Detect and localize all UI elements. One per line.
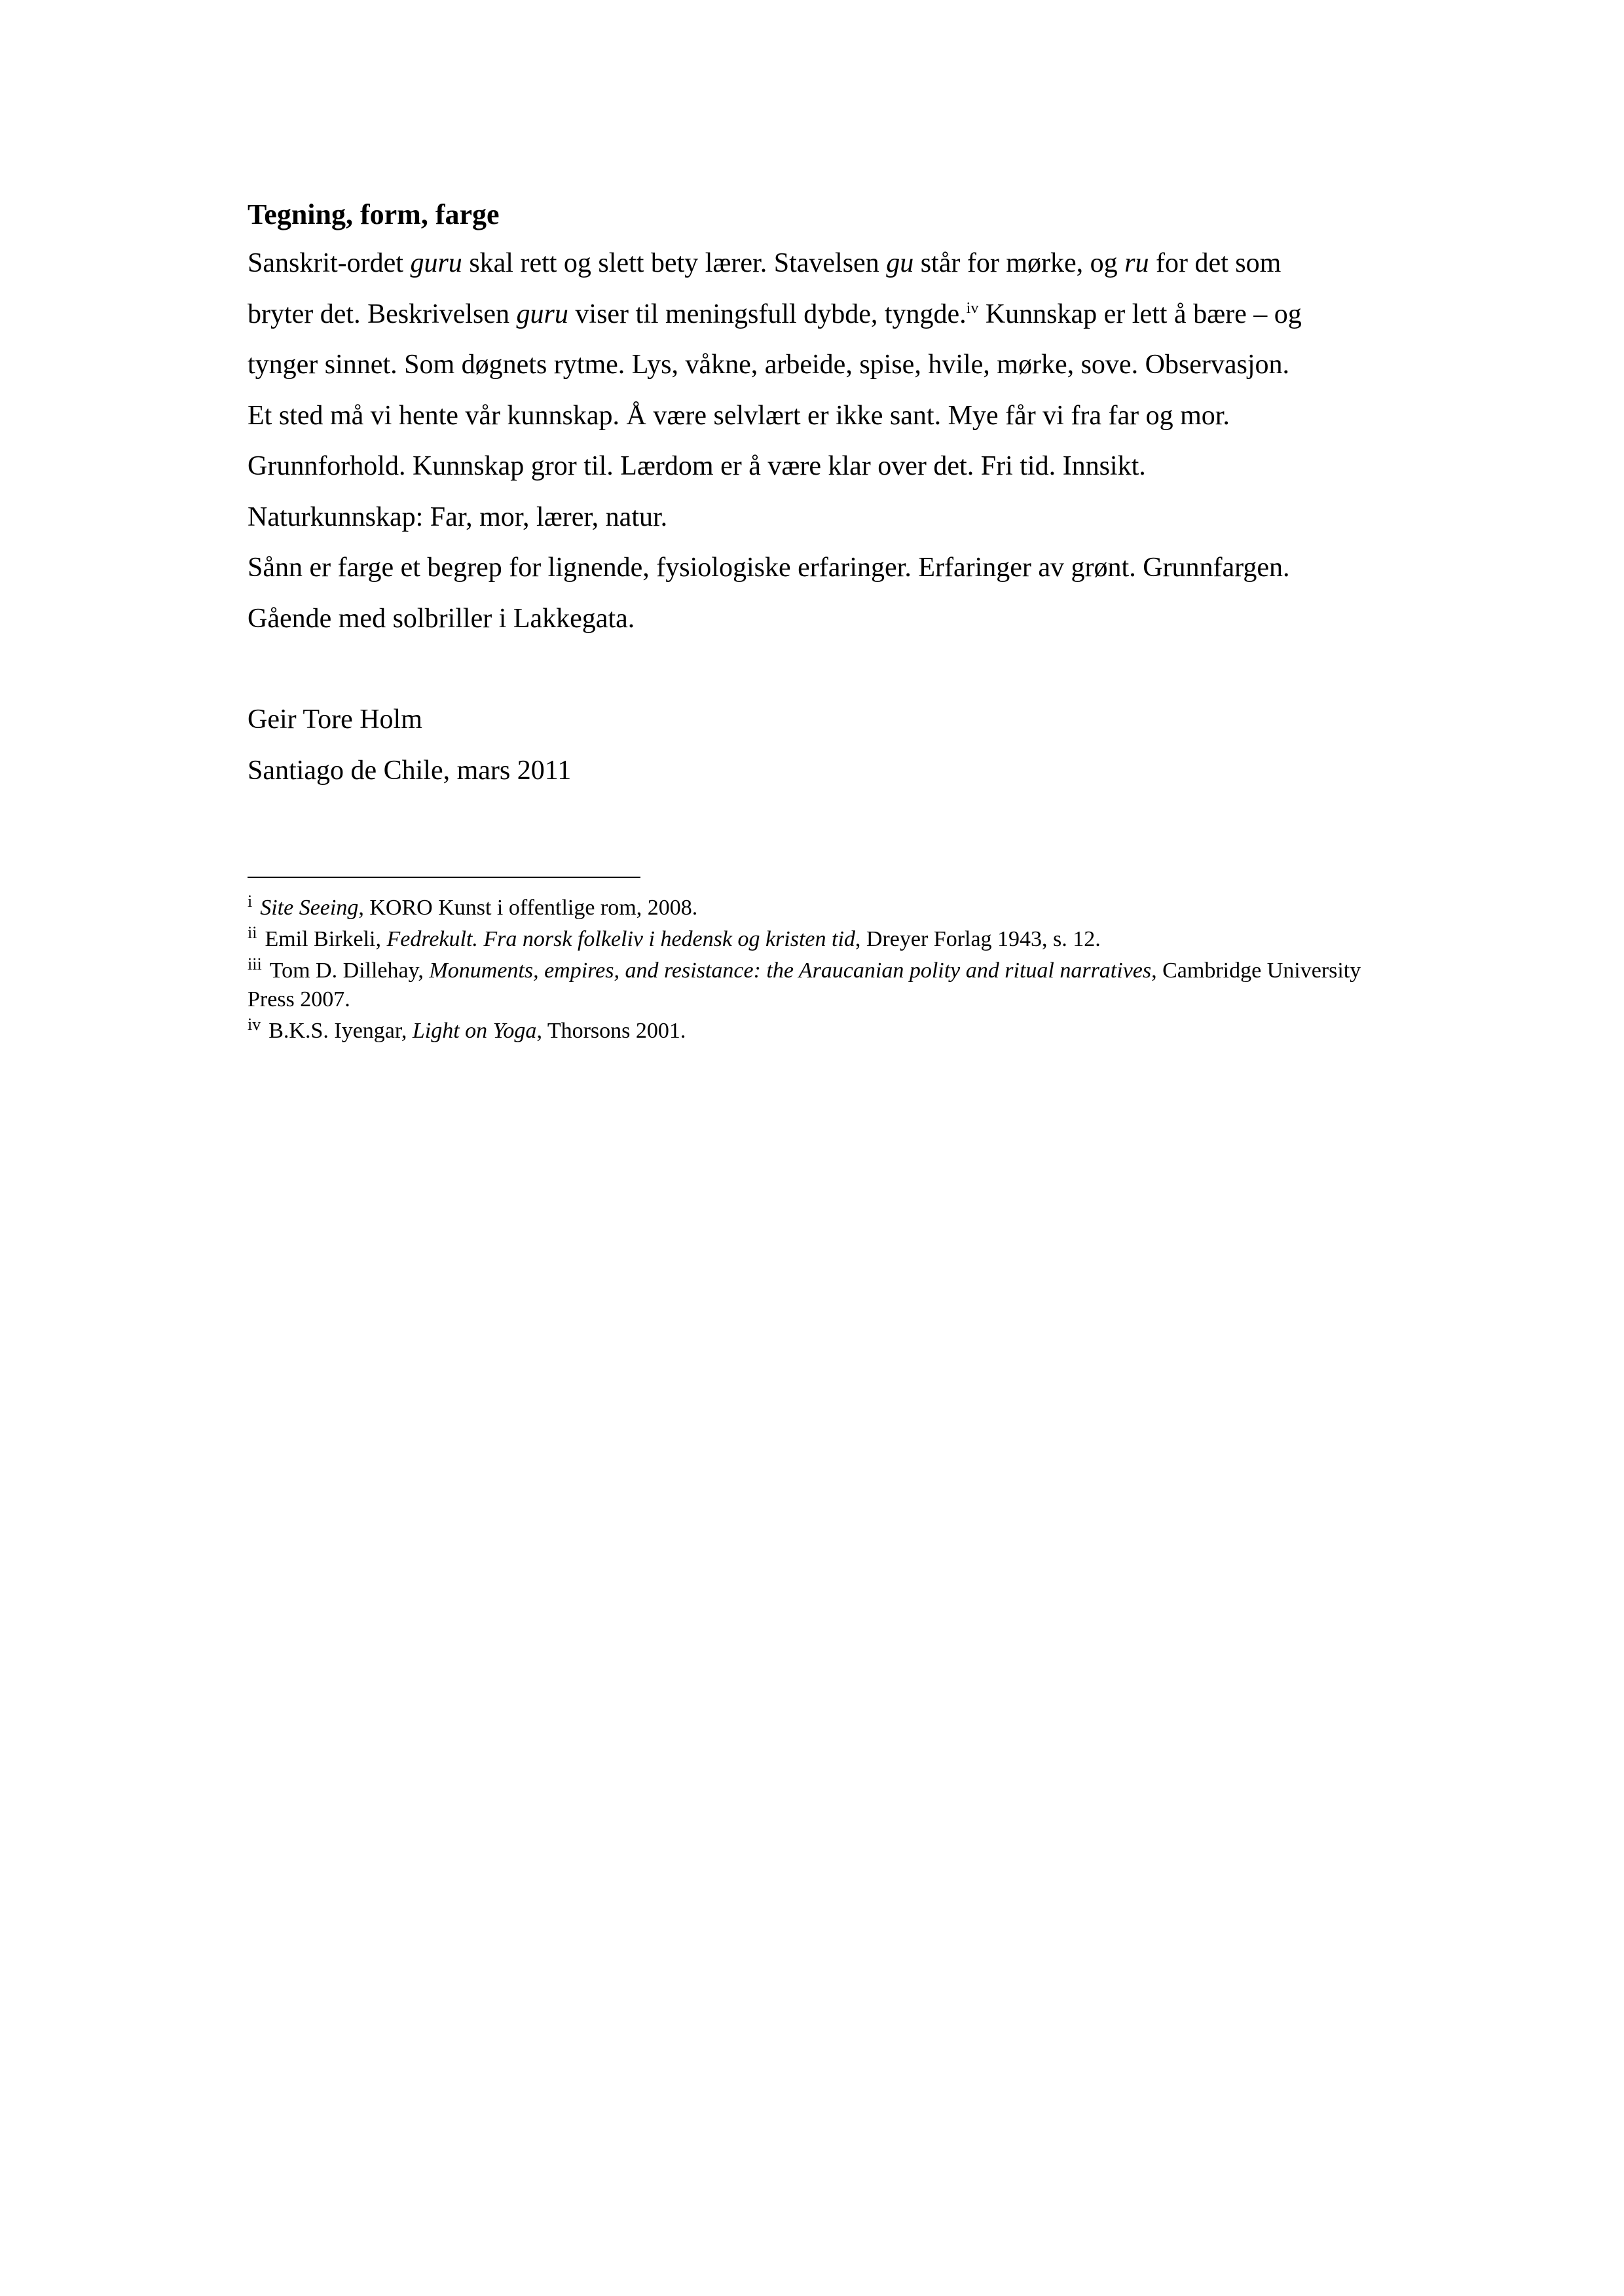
footnote-mark: iii <box>248 954 262 974</box>
paragraph-line-2: bryter det. Beskrivelsen guru viser til meningsfull dybde, tyngde.$^{iv}$ Kunnskap er lett å bære – og <box>248 299 1302 329</box>
author-name: Geir Tore Holm <box>248 704 422 735</box>
footnote-iii: $^{iii}$ Tom D. Dillehay, Monuments, empires, and resistance: the Araucanian polity and ritual narratives, Cambridge University Press 2007. <box>248 954 1361 1011</box>
italic-term-guru: guru <box>516 299 568 329</box>
place-and-date: Santiago de Chile, mars 2011 <box>248 755 572 786</box>
footnote-mark: i <box>248 891 253 911</box>
footnote-iv: $^{iv}$ B.K.S. Iyengar, Light on Yoga, Thorsons 2001. <box>248 1014 686 1043</box>
paragraph-line-1: Sanskrit-ordet guru skal rett og slett bety lærer. Stavelsen gu står for mørke, og ru for det som <box>248 248 1282 278</box>
main-text-block <box>248 191 1413 796</box>
footnotes <box>248 891 1413 1048</box>
italic-term-ru: ru <box>1124 248 1149 278</box>
footnote-i: $^i$ Site Seeing, KORO Kunst i offentlige rom, 2008. <box>248 891 698 920</box>
italic-term-gu: gu <box>886 248 914 278</box>
footnote-mark: ii <box>248 922 257 942</box>
italic-term-guru: guru <box>410 248 462 278</box>
footnote-reference-iv[interactable]: iv <box>966 299 979 317</box>
paragraph-line-5: Grunnforhold. Kunnskap gror til. Lærdom er å være klar over det. Fri tid. Innsikt. <box>248 451 1146 481</box>
paragraph-line-6: Naturkunnskap: Far, mor, lærer, natur. <box>248 501 668 532</box>
footnote-ii: $^{ii}$ Emil Birkeli, Fedrekult. Fra norsk folkeliv i hedensk og kristen tid, Dreyer Forlag 1943, s. 12. <box>248 922 1101 951</box>
paragraph-line-3: tynger sinnet. Som døgnets rytme. Lys, våkne, arbeide, spise, hvile, mørke, sove. Observasjon. <box>248 350 1290 380</box>
section-heading: Tegning, form, farge <box>248 198 500 230</box>
signature-block <box>248 695 1413 796</box>
paragraph-line-8: Gående med solbriller i Lakkegata. <box>248 603 635 634</box>
body-paragraph <box>248 238 1413 644</box>
footnote-separator <box>248 877 640 878</box>
footnote-mark: iv <box>248 1014 261 1034</box>
paragraph-line-7: Sånn er farge et begrep for lignende, fysiologiske erfaringer. Erfaringer av grønt. Grunnfargen. <box>248 553 1290 583</box>
paragraph-line-4: Et sted må vi hente vår kunnskap. Å være selvlært er ikke sant. Mye får vi fra far og mor. <box>248 400 1230 431</box>
